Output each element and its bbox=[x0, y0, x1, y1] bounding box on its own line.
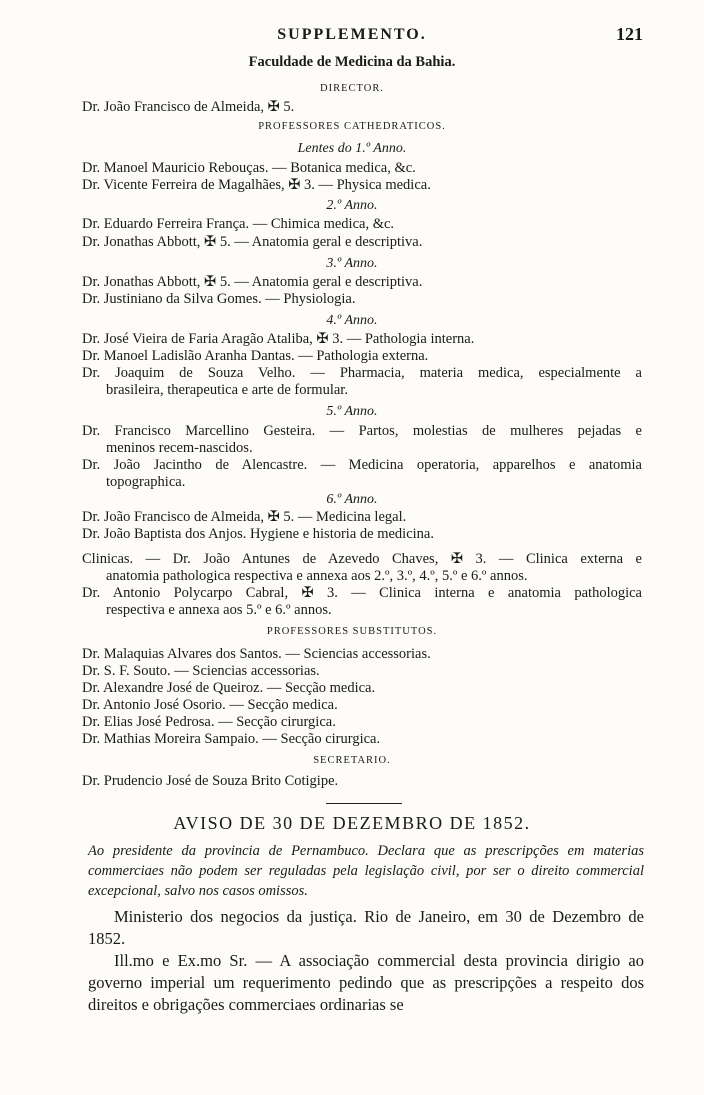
year-heading-5 bbox=[0, 404, 704, 420]
year-heading-1 bbox=[0, 141, 704, 157]
aviso-summary: Ao presidente da provincia de Pernambuco. Declara que as prescripções em materias commerciaes não podem ser reguladas pela legislação civil, por ser o direito commercial excepcional, salvo nos casos omissos. bbox=[88, 843, 644, 899]
year-label-6: 6.º Anno. bbox=[326, 492, 378, 507]
substitute-line: Dr. Alexandre José de Queiroz. — Secção medica. bbox=[82, 680, 376, 696]
substitutes-heading: PROFESSORES SUBSTITUTOS. bbox=[266, 626, 438, 637]
professor-line: Dr. João Francisco de Almeida, ✠ 5. — Medicina legal. bbox=[82, 509, 407, 525]
aviso-paragraph-2: Ill.mo e Ex.mo Sr. — A associação commercial desta provincia dirigio ao governo imperial um requerimento pedindo que as prescripções a respeito dos direitos e obrigações commerciaes ordinarias se bbox=[88, 951, 644, 1014]
substitute-line: Dr. Malaquias Alvares dos Santos. — Sciencias accessorias. bbox=[82, 646, 431, 662]
director-line: Dr. João Francisco de Almeida, ✠ 5. bbox=[82, 99, 295, 115]
professor-line: Dr. Vicente Ferreira de Magalhães, ✠ 3. — Physica medica. bbox=[82, 177, 431, 193]
clinicas-line: Clinicas. — Dr. João Antunes de Azevedo Chaves, ✠ 3. — Clinica externa e bbox=[82, 551, 642, 567]
aviso-title: AVISO DE 30 DE DEZEMBRO DE 1852. bbox=[173, 813, 531, 833]
substitute-line: Dr. S. F. Souto. — Sciencias accessorias. bbox=[82, 663, 320, 679]
professor-line-continued: meninos recem-nascidos. bbox=[106, 440, 253, 456]
year-heading-3 bbox=[0, 256, 704, 272]
year-label-2: 2.º Anno. bbox=[326, 198, 378, 213]
year-heading-2 bbox=[0, 198, 704, 214]
secretary-line: Dr. Prudencio José de Souza Brito Cotigipe. bbox=[82, 773, 339, 789]
section-divider bbox=[326, 803, 402, 804]
year-label-5: 5.º Anno. bbox=[326, 404, 378, 419]
substitute-line: Dr. Antonio José Osorio. — Secção medica. bbox=[82, 697, 338, 713]
year-heading-4 bbox=[0, 313, 704, 329]
secretary-heading: SECRETARIO. bbox=[313, 755, 391, 766]
professor-line: Dr. Jonathas Abbott, ✠ 5. — Anatomia geral e descriptiva. bbox=[82, 234, 423, 250]
professor-line: Dr. Justiniano da Silva Gomes. — Physiologia. bbox=[82, 291, 356, 307]
professor-line-continued: topographica. bbox=[106, 474, 186, 490]
professor-line-continued: brasileira, therapeutica e arte de formular. bbox=[106, 382, 348, 398]
substitute-line: Dr. Mathias Moreira Sampaio. — Secção cirurgica. bbox=[82, 731, 381, 747]
clinicas-line-continued: respectiva e annexa aos 5.º e 6.º annos. bbox=[106, 602, 332, 618]
professor-line: Dr. Joaquim de Souza Velho. — Pharmacia, materia medica, especialmente a bbox=[82, 365, 642, 381]
professor-line: Dr. Jonathas Abbott, ✠ 5. — Anatomia geral e descriptiva. bbox=[82, 274, 423, 290]
professor-line: Dr. Francisco Marcellino Gesteira. — Partos, molestias de mulheres pejadas e bbox=[82, 423, 642, 439]
cathedratic-heading: PROFESSORES CATHEDRATICOS. bbox=[258, 121, 446, 132]
clinicas-line: Dr. Antonio Polycarpo Cabral, ✠ 3. — Clinica interna e anatomia pathologica bbox=[82, 585, 642, 601]
professor-line: Dr. Manoel Ladislão Aranha Dantas. — Pathologia externa. bbox=[82, 348, 429, 364]
substitute-line: Dr. Elias José Pedrosa. — Secção cirurgica. bbox=[82, 714, 336, 730]
page-number: 121 bbox=[616, 24, 643, 44]
professor-line: Dr. Eduardo Ferreira França. — Chimica medica, &c. bbox=[82, 216, 395, 232]
running-header: SUPPLEMENTO. bbox=[277, 26, 427, 43]
director-heading: DIRECTOR. bbox=[320, 83, 384, 94]
year-label-1: Lentes do 1.º Anno. bbox=[297, 141, 407, 156]
professor-line: Dr. João Baptista dos Anjos. Hygiene e historia de medicina. bbox=[82, 526, 434, 542]
faculty-title: Faculdade de Medicina da Bahia. bbox=[248, 54, 456, 70]
year-heading-6 bbox=[0, 492, 704, 508]
year-label-4: 4.º Anno. bbox=[326, 313, 378, 328]
aviso-paragraph-1: Ministerio dos negocios da justiça. Rio de Janeiro, em 30 de Dezembro de 1852. bbox=[88, 907, 644, 948]
year-label-3: 3.º Anno. bbox=[326, 256, 378, 271]
professor-line: Dr. João Jacintho de Alencastre. — Medicina operatoria, apparelhos e anatomia bbox=[82, 457, 642, 473]
clinicas-line-continued: anatomia pathologica respectiva e annexa aos 2.º, 3.º, 4.º, 5.º e 6.º annos. bbox=[106, 568, 528, 584]
professor-line: Dr. Manoel Mauricio Rebouças. — Botanica medica, &c. bbox=[82, 160, 416, 176]
professor-line: Dr. José Vieira de Faria Aragão Ataliba, ✠ 3. — Pathologia interna. bbox=[82, 331, 475, 347]
